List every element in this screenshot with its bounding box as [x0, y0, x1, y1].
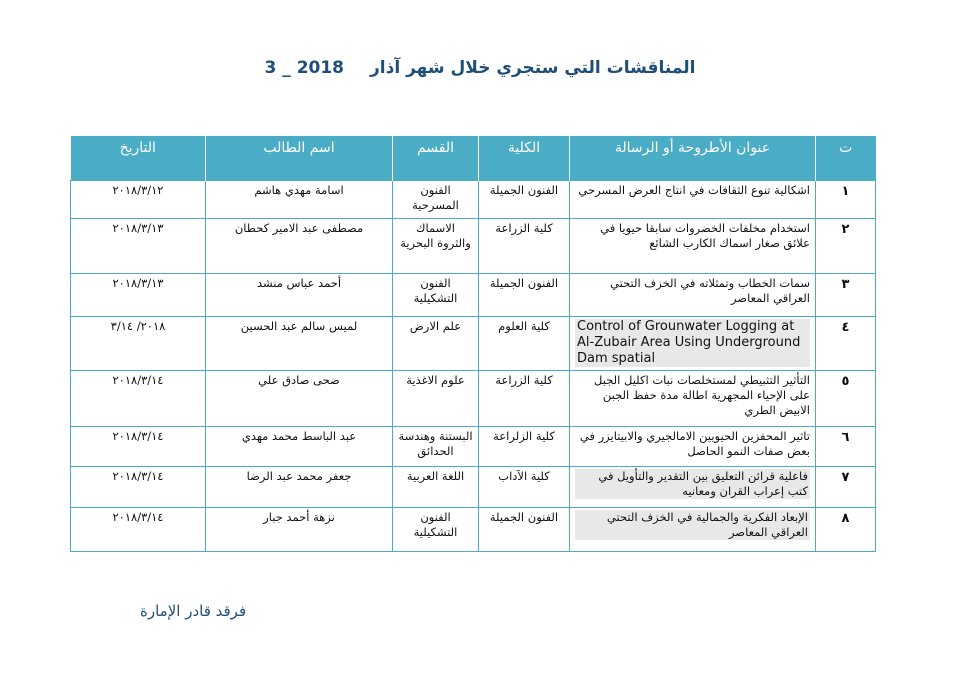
- student-name: عبد الباسط محمد مهدي: [206, 427, 393, 467]
- table-header-row: [71, 136, 876, 181]
- defense-date: ٢٠١٨/٣/١٤: [71, 467, 206, 508]
- page-title: [0, 58, 960, 78]
- student-name: اسامة مهدي هاشم: [206, 181, 393, 219]
- defense-date: ٢٠١٨/٣/١٣: [71, 219, 206, 274]
- thesis-title-text: فاعلية قرائن التعليق بين التقدير والتأويل في كتب إعراب القران ومعانيه: [575, 469, 810, 499]
- header-title: عنوان الأطروحة أو الرسالة: [570, 136, 816, 181]
- college: الفنون الجميلة: [479, 181, 570, 219]
- college: كلية الزراعة: [479, 219, 570, 274]
- student-name: جعفر محمد عبد الرضا: [206, 467, 393, 508]
- college: كلية الآداب: [479, 467, 570, 508]
- signature: فرقد قادر الإمارة: [140, 602, 247, 620]
- table-row: [71, 467, 876, 508]
- row-number: ١: [816, 181, 876, 219]
- department: الاسماك والثروة البحرية: [393, 219, 479, 274]
- defense-date: ٢٠١٨/٣/١٤: [71, 371, 206, 427]
- thesis-title: التأثير التثبيطي لمستخلصات نبات اكليل الجبل على الإحياء المجهرية اطالة مدة حفظ الجبن الابيض الطري: [570, 371, 816, 427]
- header-date: التاريخ: [71, 136, 206, 181]
- college: الفنون الجميلة: [479, 274, 570, 317]
- thesis-title-text: الإبعاد الفكرية والجمالية في الخزف التحتي العراقي المعاصر: [575, 510, 810, 540]
- department: الفنون التشكيلية: [393, 508, 479, 552]
- header-student: اسم الطالب: [206, 136, 393, 181]
- department: علوم الاغذية: [393, 371, 479, 427]
- table-row: [71, 219, 876, 274]
- college: كلية الزراعة: [479, 371, 570, 427]
- student-name: أحمد عباس منشد: [206, 274, 393, 317]
- department: الفنون التشكيلية: [393, 274, 479, 317]
- thesis-title: [570, 508, 816, 552]
- header-num: ت: [816, 136, 876, 181]
- thesis-title: اشكالية تنوع الثقافات في انتاج العرض المسرحي: [570, 181, 816, 219]
- row-number: ٣: [816, 274, 876, 317]
- college: كلية العلوم: [479, 317, 570, 371]
- department: البستنة وهندسة الحدائق: [393, 427, 479, 467]
- table-row: [71, 508, 876, 552]
- student-name: نزهة أحمد جبار: [206, 508, 393, 552]
- header-department: القسم: [393, 136, 479, 181]
- student-name: ضحى صادق علي: [206, 371, 393, 427]
- row-number: ٤: [816, 317, 876, 371]
- defense-date: ٢٠١٨/٣/١٤: [71, 508, 206, 552]
- defense-date: ٢٠١٨/٣/١٣: [71, 274, 206, 317]
- defense-date: ٢٠١٨/ ٣/١٤: [71, 317, 206, 371]
- defense-schedule-table: [70, 136, 876, 552]
- thesis-title: تاثير المحفزين الحيويين الامالجيري والابيتايزر في بعض صفات النمو الحاصل: [570, 427, 816, 467]
- page-title-number: 3 _ 2018: [264, 58, 345, 78]
- row-number: ٢: [816, 219, 876, 274]
- student-name: لميس سالم عبد الحسين: [206, 317, 393, 371]
- row-number: ٧: [816, 467, 876, 508]
- student-name: مصطفى عبد الامير كحطان: [206, 219, 393, 274]
- department: علم الارض: [393, 317, 479, 371]
- table-row: [71, 317, 876, 371]
- page-title-text: المناقشات التي ستجري خلال شهر آذار: [370, 58, 696, 78]
- row-number: ٦: [816, 427, 876, 467]
- department: الفنون المسرحية: [393, 181, 479, 219]
- college: كلية الزلراعة: [479, 427, 570, 467]
- defense-date: ٢٠١٨/٣/١٢: [71, 181, 206, 219]
- row-number: ٨: [816, 508, 876, 552]
- table-row: [71, 371, 876, 427]
- thesis-title-text: Control of Grounwater Logging at Al-Zubair Area Using Underground Dam spatial: [575, 319, 810, 367]
- table-row: [71, 274, 876, 317]
- defense-date: ٢٠١٨/٣/١٤: [71, 427, 206, 467]
- table-row: [71, 181, 876, 219]
- thesis-title: استخدام مخلفات الخضروات سابقا حيويا في علائق صغار اسماك الكارب الشائع: [570, 219, 816, 274]
- department: اللغة العربية: [393, 467, 479, 508]
- college: الفنون الجميلة: [479, 508, 570, 552]
- row-number: ٥: [816, 371, 876, 427]
- thesis-title: [570, 317, 816, 371]
- thesis-title: سمات الخطاب وتمثلاته في الخزف التحتي العراقي المعاصر: [570, 274, 816, 317]
- header-college: الكلية: [479, 136, 570, 181]
- thesis-title: [570, 467, 816, 508]
- table-row: [71, 427, 876, 467]
